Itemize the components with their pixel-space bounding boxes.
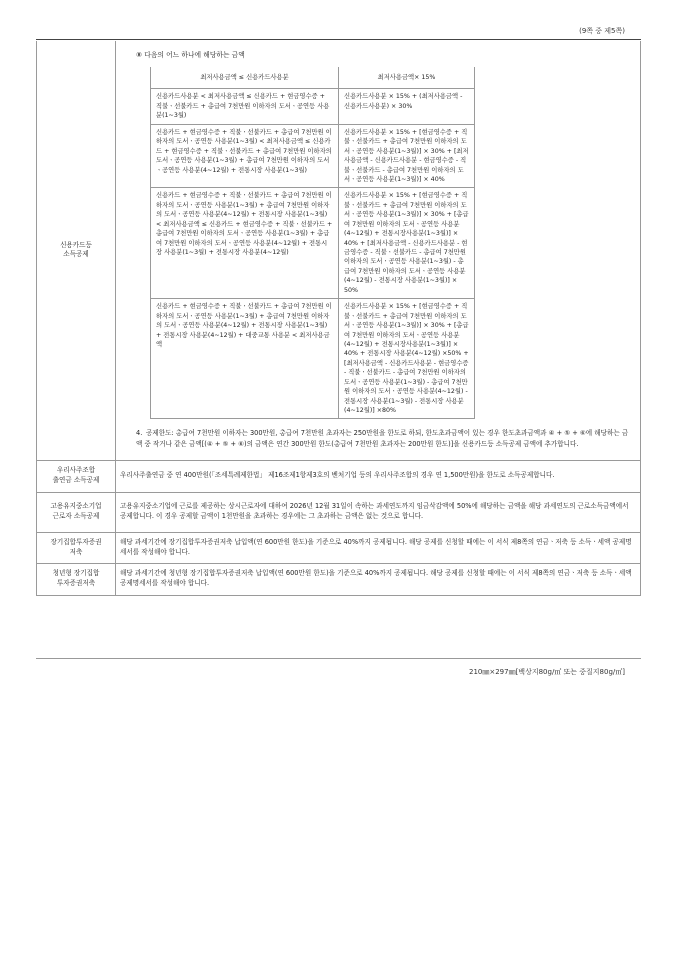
employee-stock-text: 우리사주출연금 중 연 400만원(「조세특례제한법」 제16조제1항제3호의 벤처기업 등의 우리사주조합의 경우 연 1,500만원)을 한도로 소득공제합니다. xyxy=(116,460,641,492)
paper-spec: 210㎜×297㎜[백상지80g/㎡ 또는 중질지80g/㎡] xyxy=(468,668,625,676)
calculation-row xyxy=(151,124,475,188)
calculation-row xyxy=(151,89,475,124)
formula-cell: 신용카드사용분 × 15% + [현금영수증 + 직불ㆍ선불카드 + 총급여 7천만원 이하자의 도서ㆍ공연등 사용분(1~3월)] × 30% + [최저사용금액 - 신용카드사용분 - 현금영수증 - 직불ㆍ선불카드 - 총급여 7천만원 이하자의 도서ㆍ공연등 사용분(1~3월)] × 40% xyxy=(339,124,475,188)
formula-cell: 신용카드사용분 × 15% + [현금영수증 + 직불ㆍ선불카드 + 총급여 7천만원 이하자의 도서ㆍ공연등 사용분(1~3월)] × 30% + [총급여 7천만원 이하자의 도서ㆍ공연등 사용분(4~12월) + 전통시장사용분(1~3월)] × 40% + 전통시장 사용분(4~12월) ×50% + [최저사용금액 - 신용카드사용분 - 현금영수증 - 직불ㆍ선불카드 - 총급여 7천만원 이하자의 도서ㆍ공연등 사용분(1~3월) - 총급여 7천만원 이하자의 도서ㆍ공연등 사용분(4~12월) - 전통시장 사용분(1~3월) - 전통시장 사용분(4~12월)] ×80% xyxy=(339,299,475,419)
calculation-table xyxy=(150,67,475,419)
credit-card-label: 신용카드등 소득공제 xyxy=(37,41,116,460)
employee-stock-row xyxy=(37,460,641,492)
formula-cell: 신용카드사용분 × 15% + [현금영수증 + 직불ㆍ선불카드 + 총급여 7천만원 이하자의 도서ㆍ공연등 사용분(1~3월)] × 30% + [총급여 7천만원 이하자의 도서ㆍ공연등 사용분(4~12월) + 전통시장사용분(1~3월)] × 40% + [최저사용금액 - 신용카드사용분 - 현금영수증 - 직불ㆍ선불카드 - 총급여 7천만원 이하자의 도서ㆍ공연등 사용분(1~3월) - 총급여 7천만원 이하자의 도서ㆍ공연등 사용분(4~12월) - 전통시장 사용분(1~3월)] × 50% xyxy=(339,188,475,299)
youth-fund-label: 청년형 장기집합 투자증권저축 xyxy=(37,563,116,595)
employment-retention-label: 고용유지중소기업 근로자 소득공제 xyxy=(37,492,116,532)
formula-cell: 신용카드사용분 × 15% + (최저사용금액 - 신용카드사용분) × 30% xyxy=(339,89,475,124)
condition-cell: 신용카드 + 현금영수증 + 직불ㆍ선불카드 + 총급여 7천만원 이하자의 도서ㆍ공연등 사용분(1~3월) + 총급여 7천만원 이하자의 도서ㆍ공연등 사용분(4~12월) + 전통시장 사용분(1~3월) + 전통시장 사용분(4~12월) + 대중교통 사용분 < 최저사용금액 xyxy=(151,299,339,419)
credit-card-content xyxy=(116,41,641,460)
employee-stock-label: 우리사주조합 출연금 소득공제 xyxy=(37,460,116,492)
bottom-rule xyxy=(36,658,641,659)
credit-card-deduction-row xyxy=(37,41,641,460)
header-condition: 최저사용금액 ≤ 신용카드사용분 xyxy=(151,67,339,89)
limit-text: 공제한도: 총급여 7천만원 이하자는 300만원, 총급여 7천만원 초과자는 250만원을 한도로 하되, 한도초과금액이 있는 경우 한도초과금액과 ④ + ⑤ + ⑥에 해당하는 금액 중 작거나 같은 금액[(④ + ⑤ + ⑥)의 금액은 연간 300만원 한도(총급여 7천만원 초과자는 200만원 한도)]을 신용카드등 소득공제 금액에 추가합니다. xyxy=(136,429,629,448)
condition-cell: 신용카드 + 현금영수증 + 직불ㆍ선불카드 + 총급여 7천만원 이하자의 도서ㆍ공연등 사용분(1~3월) < 최저사용금액 ≤ 신용카드 + 현금영수증 + 직불ㆍ선불카드 + 총급여 7천만원 이하자의 도서ㆍ공연등 사용분(1~3월) + 총급여 7천만원 이하자의 도서ㆍ공연등 사용분(4~12월) + 전통시장 사용분(1~3월) xyxy=(151,124,339,188)
limit-number: 4. xyxy=(136,429,143,438)
condition-cell: 신용카드사용분 < 최저사용금액 ≤ 신용카드 + 현금영수증 + 직불ㆍ선불카드 + 총급여 7천만원 이하자의 도서ㆍ공연등 사용분(1~3월) xyxy=(151,89,339,124)
youth-fund-row xyxy=(37,563,641,595)
long-term-fund-row xyxy=(37,532,641,563)
condition-title: ⑧ 다음의 어느 하나에 해당하는 금액 xyxy=(136,51,245,59)
page-number: (9쪽 중 제5쪽) xyxy=(579,27,625,35)
deduction-limit-note xyxy=(136,428,630,449)
long-term-fund-text: 해당 과세기간에 장기집합투자증권저축 납입액(연 600만원 한도)을 기준으로 40%까지 공제됩니다. 해당 공제를 신청할 때에는 이 서식 제8쪽의 연금ㆍ저축 등 소득ㆍ세액 공제명세서를 작성해야 합니다. xyxy=(116,532,641,563)
long-term-fund-label: 장기집합투자증권 저축 xyxy=(37,532,116,563)
calculation-row xyxy=(151,299,475,419)
youth-fund-text: 해당 과세기간에 청년형 장기집합투자증권저축 납입액(연 600만원 한도)을 기준으로 40%까지 공제됩니다. 해당 공제를 신청할 때에는 이 서식 제8쪽의 연금ㆍ저축 등 소득ㆍ세액 공제명세서를 작성해야 합니다. xyxy=(116,563,641,595)
deduction-table xyxy=(36,41,641,596)
employment-retention-row xyxy=(37,492,641,532)
calculation-row xyxy=(151,188,475,299)
calculation-header-row xyxy=(151,67,475,89)
employment-retention-text: 고용유지중소기업에 근로를 제공하는 상시근로자에 대하여 2026년 12월 31일이 속하는 과세연도까지 임금삭감액에 50%에 해당하는 금액을 해당 과세연도의 근로소득금액에서 공제합니다. 이 경우 공제할 금액이 1천만원을 초과하는 경우에는 그 초과하는 금액은 없는 것으로 합니다. xyxy=(116,492,641,532)
header-formula: 최저사용금액× 15% xyxy=(339,67,475,89)
top-rule xyxy=(36,39,641,40)
condition-cell: 신용카드 + 현금영수증 + 직불ㆍ선불카드 + 총급여 7천만원 이하자의 도서ㆍ공연등 사용분(1~3월) + 총급여 7천만원 이하자의 도서ㆍ공연등 사용분(4~12월) + 전통시장 사용분(1~3월) < 최저사용금액 ≤ 신용카드 + 현금영수증 + 직불ㆍ선불카드 + 총급여 7천만원 이하자의 도서ㆍ공연등 사용분(1~3월) + 총급여 7천만원 이하자의 도서ㆍ공연등 사용분(4~12월) + 전통시장 사용분(1~3월) + 전통시장 사용분(4~12월) xyxy=(151,188,339,299)
